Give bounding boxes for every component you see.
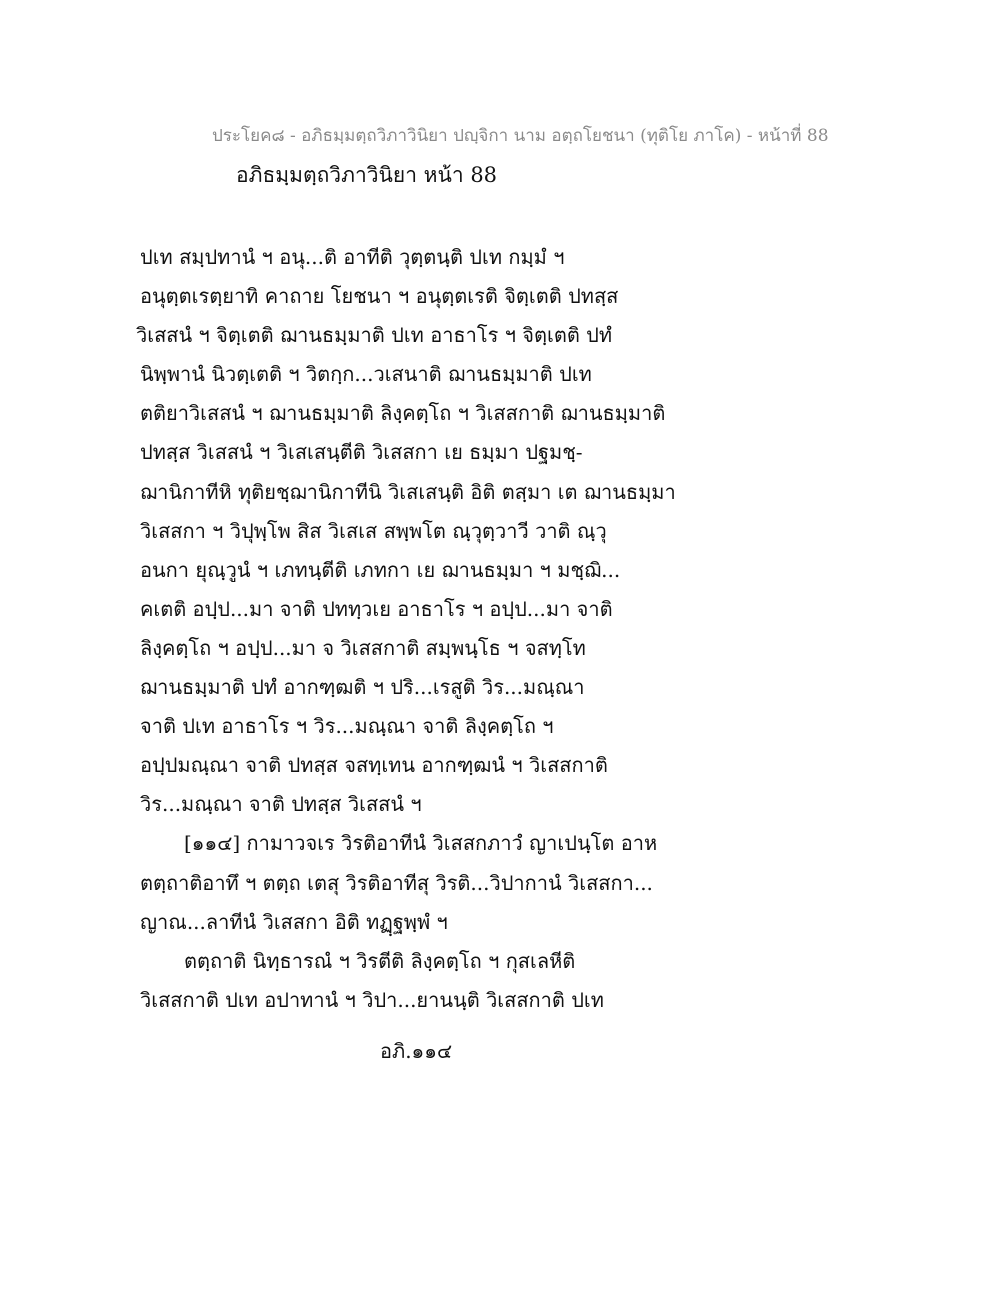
text-line: ญาณ...ลาทีนํ วิเสสกา อิติ ทฏฺฐพฺพํ ฯ: [140, 909, 448, 934]
text-line: อปฺปมณฺณา จาติ ปทสฺส จสทฺเทน อากฑฺฒนํ ฯ วิเสสกาติ: [140, 753, 608, 778]
text-line: ลิงฺคตฺโถ ฯ อปฺป...มา จ วิเสสกาติ สมฺพนฺโธ ฯ จสทฺโท: [140, 635, 586, 660]
paragraph-start-line: ตตฺถาติ นิทฺธารณํ ฯ วิรตีติ ลิงฺคตฺโถ ฯ กุสเลหีติ: [184, 948, 576, 973]
text-line: ตตฺถาติอาทึ ฯ ตตฺถ เตสุ วิรติอาทีสุ วิรติ...วิปากานํ วิเสสกา...: [140, 870, 653, 895]
page-footer-marker: อภิ.๑๑๔: [380, 1039, 453, 1063]
text-line: จาติ ปเท อาธาโร ฯ วิร...มณฺณา จาติ ลิงฺคตฺโถ ฯ: [140, 714, 554, 739]
body-text: [136, 238, 700, 1020]
text-line: ตติยาวิเสสนํ ฯ ฌานธมฺมาติ ลิงฺคตฺโถ ฯ วิเสสกาติ ฌานธมฺมาติ: [140, 401, 666, 426]
text-line: คเตติ อปฺป...มา จาติ ปททฺวเย อาธาโร ฯ อปฺป...มา จาติ: [140, 596, 613, 621]
text-line: วิเสสกาติ ปเท อปาทานํ ฯ วิปา...ยานนฺติ วิเสสกาติ ปเท: [140, 987, 604, 1012]
text-line: อนุตฺตเรตฺยาทิ คาถาย โยชนา ฯ อนุตฺตเรติ จิตฺเตติ ปทสฺส: [140, 284, 619, 309]
text-line: อนกา ยุณฺวูนํ ฯ เภทนฺตีติ เภทกา เย ฌานธมฺมา ฯ มชฺฌิ...: [140, 557, 621, 582]
text-line: ปทสฺส วิเสสนํ ฯ วิเสเสนฺตีติ วิเสสกา เย ธมฺมา ปฐมชฺ-: [140, 440, 583, 465]
paragraph-start-line: [๑๑๔] กามาวจเร วิรติอาทีนํ วิเสสกภาวํ ญาเปนฺโต อาห: [184, 831, 658, 856]
running-header: ประโยค๘ - อภิธมฺมตฺถวิภาวินิยา ปญฺจิกา นาม อตฺถโยชนา (ทุติโย ภาโค) - หน้าที่ 88: [212, 126, 829, 146]
page-title: อภิธมฺมตฺถวิภาวินิยา หน้า 88: [236, 163, 498, 187]
text-line: วิเสสนํ ฯ จิตฺเตติ ฌานธมฺมาติ ปเท อาธาโร ฯ จิตฺเตติ ปทํ: [136, 323, 613, 348]
text-line: วิเสสกา ฯ วิปุพฺโพ สิส วิเสเส สพฺพโต ณฺวุตฺวาวี วาติ ณฺวุ: [140, 518, 607, 543]
text-line: ฌานธมฺมาติ ปทํ อากฑฺฒติ ฯ ปริ...เรสูติ วิร...มณฺณา: [140, 675, 585, 700]
text-line: นิพฺพานํ นิวตฺเตติ ฯ วิตกฺก...วเสนาติ ฌานธมฺมาติ ปเท: [140, 362, 592, 387]
text-line: ปเท สมฺปทานํ ฯ อนุ...ติ อาทีติ วุตฺตนฺติ ปเท กมฺมํ ฯ: [140, 245, 565, 269]
text-line: วิร...มณฺณา จาติ ปทสฺส วิเสสนํ ฯ: [140, 792, 422, 817]
text-line: ฌานิกาทีหิ ทุติยชฺฌานิกาทีนิ วิเสเสนฺติ อิติ ตสฺมา เต ฌานธมฺมา: [140, 479, 676, 504]
